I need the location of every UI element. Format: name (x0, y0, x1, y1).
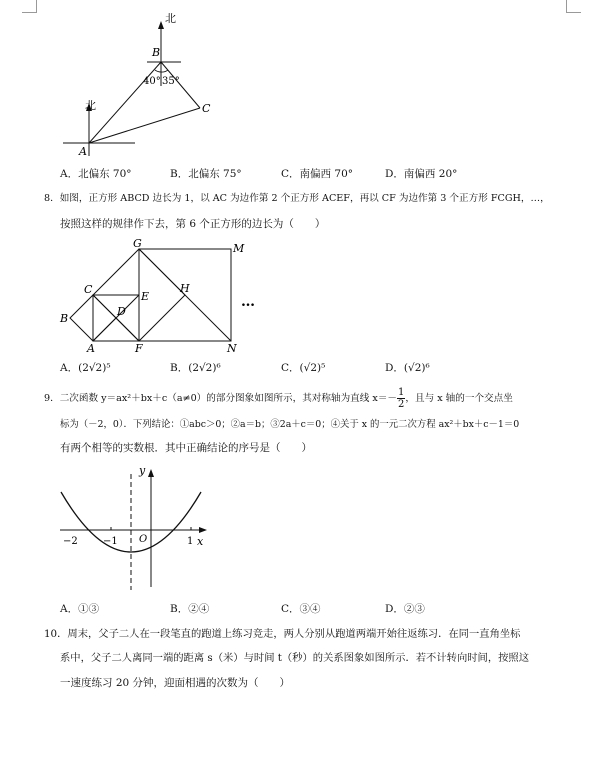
crop-mark-top-right (566, 0, 581, 13)
q9-option-d-text: ②③ (403, 603, 425, 615)
q9-tick-minus2: −2 (63, 536, 78, 547)
q8-option-a-letter: A． (60, 362, 79, 374)
q8-label-m: M (233, 242, 245, 255)
q8-option-b[interactable] (170, 360, 221, 375)
q8-option-d-letter: D． (385, 362, 404, 374)
q9-option-c[interactable] (281, 601, 321, 616)
q7-point-a: A (79, 145, 87, 158)
q9-stem-line3: 有两个相等的实数根．其中正确结论的序号是（ ） (60, 442, 312, 454)
q7-option-b-text: 北偏东 75° (188, 168, 242, 180)
q7-option-c-text: 南偏西 70° (299, 168, 353, 180)
q8-squares-figure (55, 238, 270, 353)
q8-option-d-text: (√2)⁶ (403, 362, 430, 374)
q9-fraction-denominator: 2 (398, 399, 405, 410)
q8-label-n: N (227, 342, 237, 353)
q7-option-c[interactable] (281, 166, 353, 181)
q9-stem-line2: 标为（－2，0）．下列结论：①abc＞0；②a＝b；③2a＋c＝0；④关于 x 的一元二次方程 ax²＋bx＋c－1＝0 (60, 419, 520, 430)
q9-parabola-graph (55, 462, 215, 592)
q9-option-b-text: ②④ (188, 603, 210, 615)
q8-option-b-text: (2√2)⁶ (188, 362, 221, 374)
q8-option-c-text: (√2)⁵ (299, 362, 326, 374)
crop-mark-top-left (22, 0, 37, 13)
q8-label-c: C (84, 283, 93, 296)
q7-point-c: C (202, 102, 211, 115)
q9-option-c-text: ③④ (299, 603, 321, 615)
q8-stem-line1: 8．如图，正方形 ABCD 边长为 1，以 AC 为边作第 2 个正方形 ACEF，再以 CF 为边作第 3 个正方形 FCGH，…， (44, 193, 550, 204)
q8-label-e: E (141, 290, 150, 303)
q7-option-b[interactable] (170, 166, 242, 181)
q9-option-c-letter: C． (281, 603, 300, 615)
q9-option-a-text: ①③ (78, 603, 100, 615)
q9-tick-1: 1 (187, 536, 194, 547)
q9-option-a-letter: A． (60, 603, 79, 615)
q8-label-d: D (117, 305, 126, 318)
q9-tick-minus1: −1 (103, 536, 118, 547)
q8-label-a: A (87, 342, 95, 353)
q9-origin-label: O (139, 534, 148, 545)
q7-north-label-b: 北 (165, 12, 176, 25)
q7-option-d-text: 南偏西 20° (403, 168, 458, 180)
q9-y-label: y (139, 464, 146, 477)
q8-label-h: H (180, 282, 190, 295)
q9-stem-line1-part2: ，且与 x 轴的一个交点坐 (405, 393, 513, 404)
q7-option-a[interactable] (60, 166, 132, 181)
q8-option-b-letter: B． (170, 362, 189, 374)
q8-label-f: F (135, 342, 143, 353)
q9-option-a[interactable] (60, 601, 99, 616)
q8-label-g: G (133, 238, 142, 250)
q8-option-d[interactable] (385, 360, 430, 375)
q8-option-a[interactable] (60, 360, 111, 375)
q7-point-b: B (152, 46, 161, 59)
q9-option-d-letter: D． (385, 603, 404, 615)
q7-option-b-letter: B． (170, 168, 189, 180)
q9-option-d[interactable] (385, 601, 425, 616)
q7-option-c-letter: C． (281, 168, 300, 180)
q8-option-c[interactable] (281, 360, 325, 375)
q10-stem-line3: 一速度练习 20 分钟，迎面相遇的次数为（ ） (60, 677, 291, 689)
q7-option-a-text: 北偏东 70° (78, 168, 132, 180)
q8-ellipsis: … (241, 294, 255, 310)
q9-option-b[interactable] (170, 601, 209, 616)
q7-option-a-letter: A． (60, 168, 79, 180)
q8-option-a-text: (2√2)⁵ (78, 362, 111, 374)
q10-stem-line1: 10．周末，父子二人在一段笔直的跑道上练习竞走，两人分别从跑道两端开始往返练习．在同一直角坐标 (44, 628, 521, 640)
q8-option-c-letter: C． (281, 362, 300, 374)
q9-option-b-letter: B． (170, 603, 189, 615)
q8-label-b: B (60, 312, 69, 325)
q7-north-label-a: 北 (85, 99, 96, 112)
q7-option-d-letter: D． (385, 168, 404, 180)
q9-stem-line1 (44, 387, 513, 410)
q9-stem-line1-part1: 9．二次函数 y＝ax²＋bx＋c（a≠0）的部分图象如图所示，其对称轴为直线 x＝－ (44, 393, 398, 404)
q8-stem-line2: 按照这样的规律作下去，第 6 个正方形的边长为（ ） (60, 218, 326, 230)
q9-fraction-numerator: 1 (398, 387, 405, 398)
q9-x-label: x (197, 535, 204, 548)
q7-option-d[interactable] (385, 166, 457, 181)
q7-bearing-figure (55, 8, 220, 158)
q7-angle-35: 35° (162, 76, 180, 87)
q10-stem-line2: 系中，父子二人离同一端的距离 s（米）与时间 t（秒）的关系图象如图所示．若不计转向时间，按照这 (60, 652, 530, 664)
q7-angle-40: 40° (143, 76, 161, 87)
